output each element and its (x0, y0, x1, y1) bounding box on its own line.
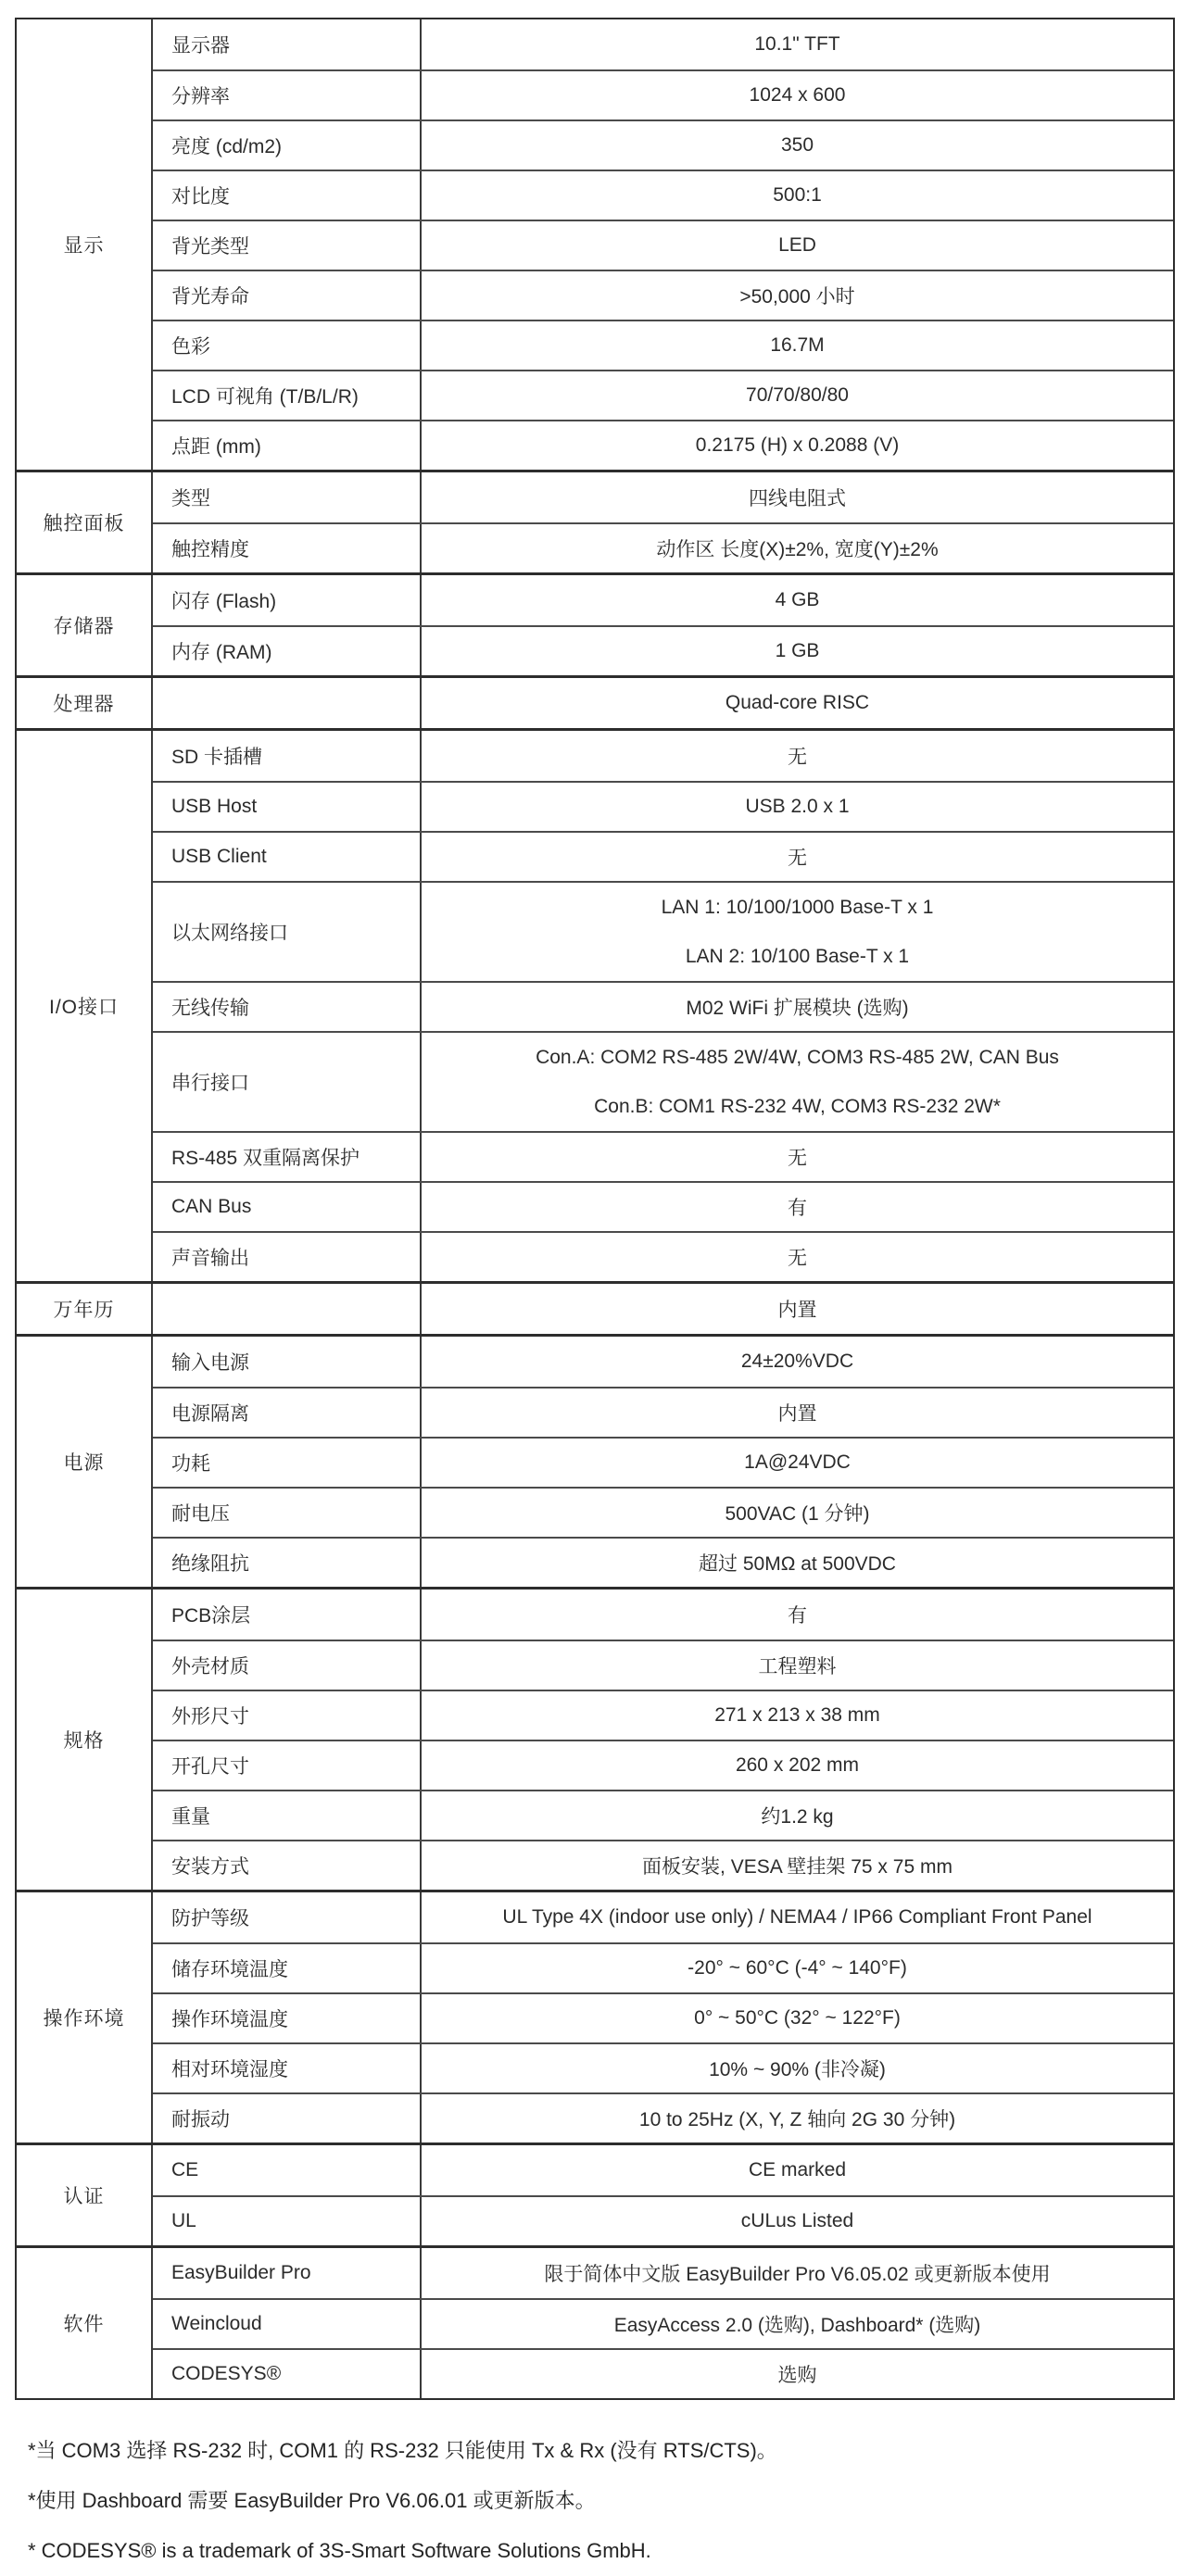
section-category: 软件 (17, 2248, 153, 2398)
spec-row (153, 1892, 1173, 1942)
spec-row (153, 1031, 1173, 1131)
spec-attr-cell: 外形尺寸 (153, 1691, 422, 1740)
footnote-line: *当 COM3 选择 RS-232 时, COM1 的 RS-232 只能使用 Tx & Rx (没有 RTS/CTS)。 (28, 2439, 777, 2462)
spec-row (153, 625, 1173, 675)
spec-attr-cell: 以太网络接口 (153, 883, 422, 981)
spec-row (153, 575, 1173, 625)
spec-value-cell: cULus Listed (740, 2210, 854, 2231)
spec-value-cell (422, 1033, 1173, 1131)
spec-attr-cell: 闪存 (Flash) (153, 575, 422, 625)
spec-value-cell: 约1.2 kg (761, 1806, 834, 1828)
spec-value-cell: 内置 (777, 1300, 817, 1321)
section-rows (153, 472, 1173, 572)
spec-attr-cell: UL (153, 2197, 422, 2245)
spec-row (153, 270, 1173, 320)
spec-value-cell: 面板安装, VESA 壁挂架 75 x 75 mm (642, 1856, 953, 1878)
table-section-processor (17, 675, 1173, 728)
spec-value-cell: 10% ~ 90% (非冷凝) (709, 2059, 886, 2080)
spec-value-cell: CE marked (748, 2159, 847, 2180)
spec-attr-cell: 类型 (153, 472, 422, 522)
spec-row (153, 472, 1173, 522)
spec-attr-cell: 触控精度 (153, 524, 422, 572)
section-category: 显示 (17, 19, 153, 470)
spec-attr-cell: CE (153, 2145, 422, 2195)
spec-attr-cell: 耐振动 (153, 2094, 422, 2142)
spec-value-cell: 24±20%VDC (740, 1351, 854, 1372)
section-rows (153, 2248, 1173, 2398)
spec-row (153, 119, 1173, 170)
spec-attr-cell: Weincloud (153, 2300, 422, 2348)
spec-row (153, 1387, 1173, 1437)
spec-value-cell: 10.1" TFT (754, 33, 840, 55)
table-section-environment (17, 1890, 1173, 2142)
spec-attr-cell (153, 678, 422, 728)
spec-value-cell: 0.2175 (H) x 0.2088 (V) (695, 434, 900, 456)
spec-attr-cell: PCB涂层 (153, 1590, 422, 1640)
spec-attr-cell: 分辨率 (153, 71, 422, 119)
section-rows (153, 678, 1173, 728)
spec-attr-cell: USB Client (153, 833, 422, 881)
spec-value-cell: 70/70/80/80 (746, 384, 849, 406)
spec-attr-cell: 耐电压 (153, 1489, 422, 1537)
section-rows (153, 1590, 1173, 1890)
spec-row (153, 370, 1173, 420)
spec-value-cell: 选购 (777, 2365, 817, 2386)
spec-attr-cell: 对比度 (153, 171, 422, 220)
spec-value-cell: 内置 (777, 1403, 817, 1425)
spec-attr-cell: 安装方式 (153, 1841, 422, 1890)
spec-attr-cell: 背光类型 (153, 221, 422, 270)
spec-attr-cell: 无线传输 (153, 983, 422, 1031)
spec-value-cell: 限于简体中文版 EasyBuilder Pro V6.05.02 或更新版本使用 (544, 2264, 1051, 2285)
spec-value-cell: M02 WiFi 扩展模块 (选购) (686, 998, 909, 1019)
spec-value-cell: 有 (788, 1198, 807, 1219)
spec-row (153, 1437, 1173, 1487)
footnote-line: *使用 Dashboard 需要 EasyBuilder Pro V6.06.01 或更新版本。 (28, 2489, 596, 2512)
spec-row (153, 2298, 1173, 2348)
spec-value-cell: 无 (788, 747, 807, 768)
table-section-rtc (17, 1281, 1173, 1334)
spec-row (153, 1487, 1173, 1537)
spec-value-cell: 1 GB (775, 640, 820, 661)
spec-value-cell: Quad-core RISC (725, 692, 870, 713)
spec-value-cell: 0° ~ 50°C (32° ~ 122°F) (694, 2007, 901, 2029)
spec-value-cell: UL Type 4X (indoor use only) / NEMA4 / IP66 Compliant Front Panel (502, 1906, 1092, 1928)
spec-row (153, 1590, 1173, 1640)
spec-attr-cell (153, 1284, 422, 1334)
spec-attr-cell: USB Host (153, 783, 422, 831)
spec-row (153, 831, 1173, 881)
spec-row (153, 2348, 1173, 2398)
table-section-power (17, 1334, 1173, 1587)
spec-value-cell: 1A@24VDC (744, 1451, 851, 1473)
spec-row (153, 2042, 1173, 2092)
section-rows (153, 2145, 1173, 2245)
spec-value-line: Con.B: COM1 RS-232 4W, COM3 RS-232 2W* (594, 1095, 1001, 1117)
spec-row (153, 19, 1173, 69)
spec-row (153, 881, 1173, 981)
spec-attr-cell: 重量 (153, 1791, 422, 1840)
section-category: 触控面板 (17, 472, 153, 572)
table-section-software (17, 2245, 1173, 2398)
spec-row (153, 2195, 1173, 2245)
spec-value-line: Con.A: COM2 RS-485 2W/4W, COM3 RS-485 2W, CAN Bus (536, 1046, 1059, 1068)
spec-row (153, 1790, 1173, 1840)
section-rows (153, 731, 1173, 1281)
spec-attr-cell: 声音输出 (153, 1233, 422, 1281)
spec-value-cell: LED (778, 234, 816, 256)
spec-row (153, 1640, 1173, 1690)
spec-row (153, 1231, 1173, 1281)
spec-value-cell: >50,000 小时 (739, 286, 855, 308)
spec-value-line: LAN 1: 10/100/1000 Base-T x 1 (661, 896, 934, 918)
spec-attr-cell: 背光寿命 (153, 271, 422, 320)
spec-attr-cell: 内存 (RAM) (153, 627, 422, 675)
spec-attr-cell: 电源隔离 (153, 1389, 422, 1437)
spec-attr-cell: CODESYS® (153, 2350, 422, 2398)
spec-row (153, 220, 1173, 270)
spec-value-cell: USB 2.0 x 1 (745, 796, 850, 817)
table-section-memory (17, 572, 1173, 675)
section-category: 电源 (17, 1337, 153, 1587)
section-rows (153, 1892, 1173, 2142)
spec-value-cell: 16.7M (770, 334, 825, 356)
spec-row (153, 320, 1173, 370)
spec-value-cell: 500:1 (773, 184, 822, 206)
spec-value-cell: 无 (788, 1248, 807, 1269)
spec-row (153, 522, 1173, 572)
spec-value-cell: 无 (788, 1148, 807, 1169)
spec-row (153, 731, 1173, 781)
spec-row (153, 1740, 1173, 1790)
spec-value-cell: 动作区 长度(X)±2%, 宽度(Y)±2% (656, 539, 939, 560)
spec-attr-cell: 显示器 (153, 19, 422, 69)
spec-attr-cell: 相对环境湿度 (153, 2044, 422, 2092)
spec-row (153, 170, 1173, 220)
spec-row (153, 69, 1173, 119)
spec-row (153, 420, 1173, 470)
section-category: 万年历 (17, 1284, 153, 1334)
section-category: I/O接口 (17, 731, 153, 1281)
spec-value-cell: 超过 50MΩ at 500VDC (699, 1553, 896, 1575)
spec-attr-cell: 外壳材质 (153, 1641, 422, 1690)
spec-row (153, 1840, 1173, 1890)
spec-attr-cell: CAN Bus (153, 1183, 422, 1231)
spec-row (153, 1337, 1173, 1387)
spec-attr-cell: 输入电源 (153, 1337, 422, 1387)
spec-row (153, 1284, 1173, 1334)
footnotes (28, 2426, 1167, 2576)
spec-row (153, 1131, 1173, 1181)
spec-value-cell: 10 to 25Hz (X, Y, Z 轴向 2G 30 分钟) (638, 2109, 956, 2130)
section-category: 处理器 (17, 678, 153, 728)
spec-value-cell: 无 (788, 848, 807, 869)
section-rows (153, 1337, 1173, 1587)
spec-attr-cell: 色彩 (153, 321, 422, 370)
spec-value-cell: 有 (788, 1605, 807, 1627)
table-section-io (17, 728, 1173, 1281)
spec-value-cell: 500VAC (1 分钟) (725, 1503, 870, 1525)
spec-attr-cell: 防护等级 (153, 1892, 422, 1942)
spec-value-cell: EasyAccess 2.0 (选购), Dashboard* (选购) (613, 2315, 981, 2336)
section-category: 存储器 (17, 575, 153, 675)
spec-attr-cell: 功耗 (153, 1439, 422, 1487)
spec-attr-cell: RS-485 双重隔离保护 (153, 1133, 422, 1181)
spec-attr-cell: 亮度 (cd/m2) (153, 121, 422, 170)
spec-value-cell: 工程塑料 (758, 1656, 837, 1678)
spec-value-cell: 350 (780, 134, 814, 156)
spec-attr-cell: 储存环境温度 (153, 1944, 422, 1992)
spec-row (153, 1942, 1173, 1992)
spec-attr-cell: 串行接口 (153, 1033, 422, 1131)
spec-value-cell: 4 GB (775, 589, 820, 610)
table-section-certification (17, 2142, 1173, 2245)
spec-row (153, 1690, 1173, 1740)
spec-row (153, 1537, 1173, 1587)
spec-row (153, 781, 1173, 831)
spec-row (153, 1181, 1173, 1231)
spec-table (15, 18, 1175, 2400)
spec-row (153, 2145, 1173, 2195)
spec-row (153, 2248, 1173, 2298)
spec-attr-cell: 操作环境温度 (153, 1994, 422, 2042)
spec-attr-cell: EasyBuilder Pro (153, 2248, 422, 2298)
spec-attr-cell: 开孔尺寸 (153, 1741, 422, 1790)
table-section-display (17, 19, 1173, 470)
spec-value-cell: 四线电阻式 (749, 488, 846, 509)
spec-attr-cell: 绝缘阻抗 (153, 1539, 422, 1587)
spec-value-cell (422, 883, 1173, 981)
spec-attr-cell: SD 卡插槽 (153, 731, 422, 781)
section-category: 操作环境 (17, 1892, 153, 2142)
spec-row (153, 981, 1173, 1031)
section-rows (153, 19, 1173, 470)
spec-attr-cell: 点距 (mm) (153, 421, 422, 470)
spec-row (153, 1992, 1173, 2042)
spec-row (153, 2092, 1173, 2142)
spec-value-cell: 271 x 213 x 38 mm (714, 1704, 880, 1726)
spec-value-cell: -20° ~ 60°C (-4° ~ 140°F) (688, 1957, 907, 1979)
spec-row (153, 678, 1173, 728)
spec-value-line: LAN 2: 10/100 Base-T x 1 (685, 945, 910, 967)
table-section-touch-panel (17, 470, 1173, 572)
section-rows (153, 1284, 1173, 1334)
spec-value-cell: 260 x 202 mm (735, 1754, 860, 1776)
table-section-spec (17, 1587, 1173, 1890)
footnote-line: * CODESYS® is a trademark of 3S-Smart Software Solutions GmbH. (28, 2539, 651, 2562)
section-rows (153, 575, 1173, 675)
spec-attr-cell: LCD 可视角 (T/B/L/R) (153, 371, 422, 420)
section-category: 认证 (17, 2145, 153, 2245)
spec-value-cell: 1024 x 600 (749, 84, 846, 106)
section-category: 规格 (17, 1590, 153, 1890)
